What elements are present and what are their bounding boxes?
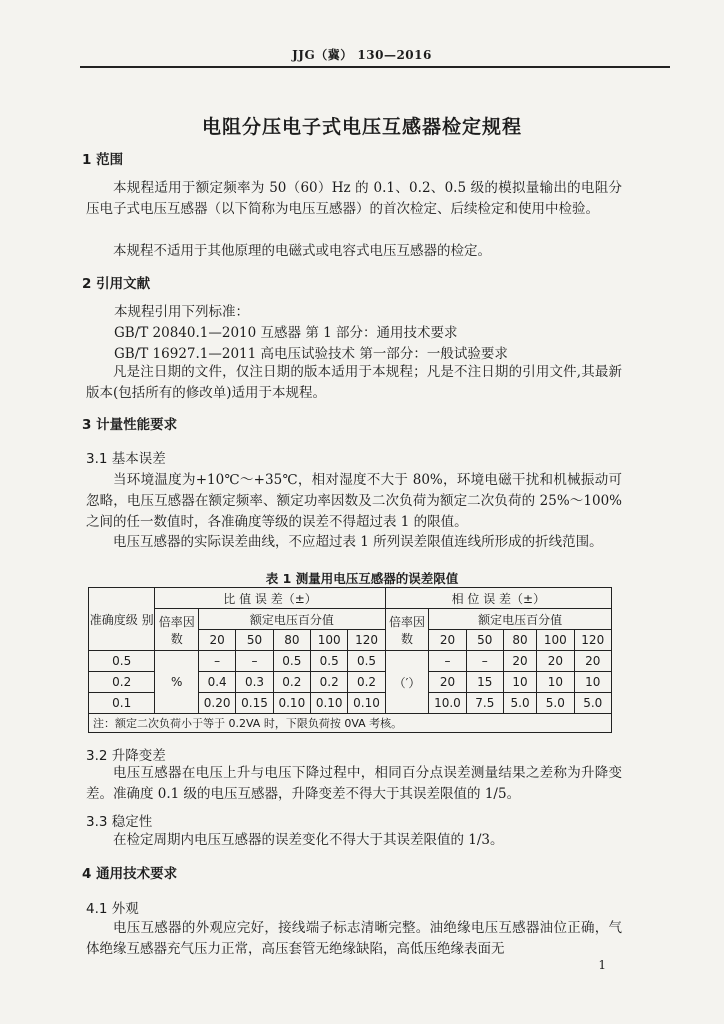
phase-cell: –: [429, 651, 466, 672]
phase-unit: （′）: [385, 651, 429, 714]
section-1-heading: 1 范围: [82, 152, 124, 168]
section-2-heading: 2 引用文献: [82, 276, 151, 292]
pct-cell: 100: [537, 630, 574, 651]
phase-cell: –: [466, 651, 503, 672]
section-3-1-heading: 3.1 基本误差: [86, 451, 166, 467]
class-cell: 0.2: [89, 672, 155, 693]
section-3-3-heading: 3.3 稳定性: [86, 814, 153, 830]
phase-cell: 20: [537, 651, 574, 672]
header-ratio-rated-pct: 额定电压百分值: [198, 609, 385, 630]
phase-cell: 5.0: [537, 693, 574, 714]
phase-cell: 10: [574, 672, 611, 693]
phase-cell: 7.5: [466, 693, 503, 714]
ratio-cell: 0.2: [273, 672, 310, 693]
ratio-cell: –: [198, 651, 235, 672]
phase-cell: 20: [574, 651, 611, 672]
ratio-cell: –: [236, 651, 273, 672]
section-3-1-paragraph-1: 当环境温度为+10℃～+35℃，相对湿度不大于 80%，环境电磁干扰和机械振动可忽略，电压互感器在额定频率、额定功率因数及二次负荷为额定二次负荷的 25%～100%之间的任一数值时，各准确度等级的误差不得超过表 1 的限值。: [86, 472, 622, 530]
pct-cell: 80: [273, 630, 310, 651]
class-cell: 0.1: [89, 693, 155, 714]
references-intro: 本规程引用下列标准：: [114, 304, 249, 320]
ratio-unit: %: [155, 651, 199, 714]
ratio-cell: 0.10: [311, 693, 348, 714]
ratio-cell: 0.5: [311, 651, 348, 672]
pct-cell: 120: [574, 630, 611, 651]
phase-cell: 20: [429, 672, 466, 693]
ratio-cell: 0.20: [198, 693, 235, 714]
reference-2: GB/T 16927.1—2011 高电压试验技术 第一部分：一般试验要求: [114, 346, 508, 362]
header-ratio-multiplier: 倍率因数: [155, 609, 199, 651]
ratio-cell: 0.15: [236, 693, 273, 714]
phase-cell: 5.0: [503, 693, 536, 714]
section-4-1-heading: 4.1 外观: [86, 901, 139, 917]
ratio-cell: 0.10: [348, 693, 385, 714]
pct-cell: 50: [466, 630, 503, 651]
section-4-1-paragraph: 电压互感器的外观应完好，接线端子标志清晰完整。油绝缘电压互感器油位正确，气体绝缘互感器充气压力正常，高压套管无绝缘缺陷，高低压绝缘表面无: [86, 920, 622, 957]
phase-cell: 15: [466, 672, 503, 693]
phase-cell: 5.0: [574, 693, 611, 714]
pct-cell: 50: [236, 630, 273, 651]
table-caption: 表 1 测量用电压互感器的误差限值: [265, 571, 459, 586]
ratio-cell: 0.2: [311, 672, 348, 693]
section-1-paragraph-1: 本规程适用于额定频率为 50（60）Hz 的 0.1、0.2、0.5 级的模拟量输出的电阻分压电子式电压互感器（以下简称为电压互感器）的首次检定、后续检定和使用中检验。: [86, 180, 622, 217]
phase-cell: 20: [503, 651, 536, 672]
ratio-cell: 0.2: [348, 672, 385, 693]
table-note: 注：额定二次负荷小于等于 0.2VA 时，下限负荷按 0VA 考核。: [89, 714, 612, 733]
ratio-cell: 0.5: [273, 651, 310, 672]
section-2-paragraph: 凡是注日期的文件，仅注日期的版本适用于本规程；凡是不注日期的引用文件,其最新版本(包括所有的修改单)适用于本规程。: [86, 364, 622, 401]
ratio-cell: 0.5: [348, 651, 385, 672]
header-ratio-error: 比 值 误 差（±）: [155, 588, 385, 609]
pct-cell: 80: [503, 630, 536, 651]
document-title: 电阻分压电子式电压互感器检定规程: [201, 116, 522, 138]
header-phase-multiplier: 倍率因数: [385, 609, 429, 651]
reference-1: GB/T 20840.1—2010 互感器 第 1 部分：通用技术要求: [114, 325, 458, 341]
phase-cell: 10: [503, 672, 536, 693]
ratio-cell: 0.4: [198, 672, 235, 693]
section-3-2-paragraph: 电压互感器在电压上升与电压下降过程中，相同百分点误差测量结果之差称为升降变差。准确度 0.1 级的电压互感器，升降变差不得大于其误差限值的 1/5。: [86, 765, 622, 802]
header-accuracy-class: 准确度级 别: [89, 588, 155, 651]
error-limit-table: [88, 587, 612, 733]
section-3-heading: 3 计量性能要求: [82, 417, 178, 433]
standard-code: JJG（冀） 130—2016: [292, 48, 432, 62]
class-cell: 0.5: [89, 651, 155, 672]
page-number: 1: [598, 958, 606, 972]
header-phase-rated-pct: 额定电压百分值: [429, 609, 612, 630]
section-4-heading: 4 通用技术要求: [82, 866, 178, 882]
section-3-1-paragraph-2: 电压互感器的实际误差曲线，不应超过表 1 所列误差限值连线所形成的折线范围。: [113, 534, 603, 550]
table-row: [89, 651, 612, 672]
pct-cell: 120: [348, 630, 385, 651]
phase-cell: 10.0: [429, 693, 466, 714]
pct-cell: 100: [311, 630, 348, 651]
section-3-3-paragraph: 在检定周期内电压互感器的误差变化不得大于其误差限值的 1/3。: [113, 832, 504, 848]
ratio-cell: 0.10: [273, 693, 310, 714]
phase-cell: 10: [537, 672, 574, 693]
header-phase-error: 相 位 误 差（±）: [385, 588, 611, 609]
section-3-2-heading: 3.2 升降变差: [86, 748, 166, 764]
pct-cell: 20: [429, 630, 466, 651]
pct-cell: 20: [198, 630, 235, 651]
ratio-cell: 0.3: [236, 672, 273, 693]
section-1-paragraph-2: 本规程不适用于其他原理的电磁式或电容式电压互感器的检定。: [113, 243, 491, 259]
header-rule: [80, 66, 670, 68]
